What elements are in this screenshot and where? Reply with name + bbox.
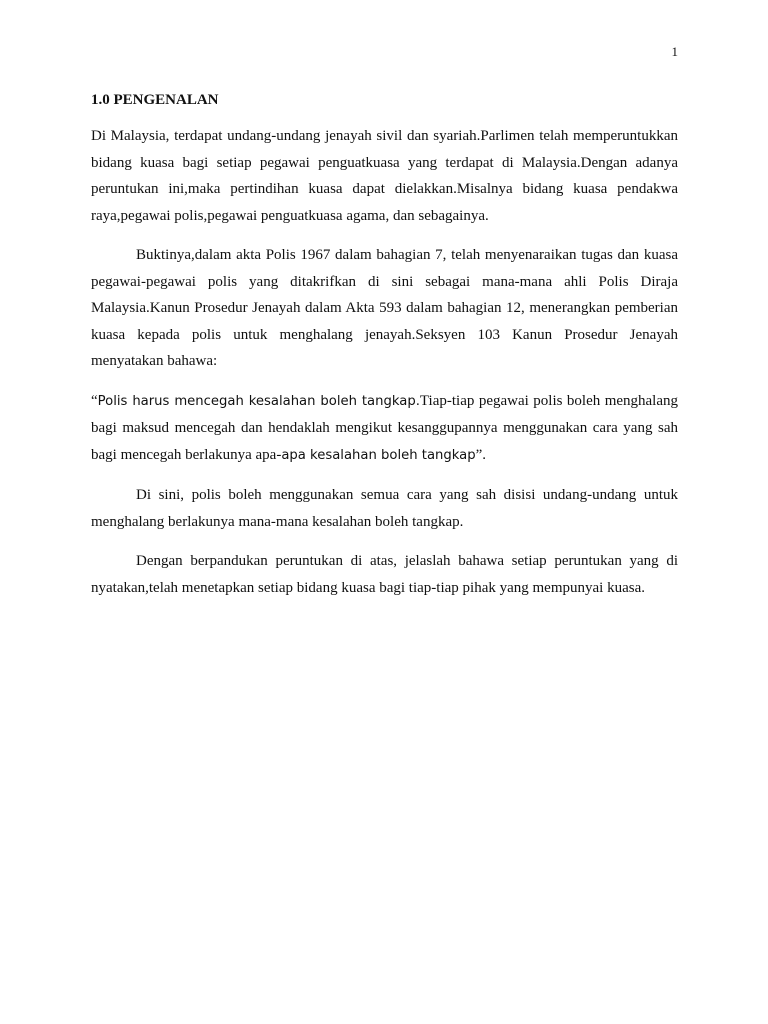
paragraph-intro: Di Malaysia, terdapat undang-undang jenayah sivil dan syariah.Parlimen telah memperuntukkan bidang kuasa bagi setiap pegawai penguatkuasa yang terdapat di Malaysia.Dengan adanya peruntukan ini,maka pertindihan kuasa dapat dielakkan.Misalnya bidang kuasa pendakwa raya,pegawai polis,pegawai penguatkuasa agama, dan sebagainya. [91,128,678,224]
quote-close-mark: ”. [475,446,487,463]
page-number: 1 [671,44,678,59]
quote-part-3: apa kesalahan boleh tangkap [281,447,476,463]
quote-open-mark: “ [91,392,98,409]
paragraph-police-act: Buktinya,dalam akta Polis 1967 dalam bahagian 7, telah menyenaraikan tugas dan kuasa pegawai-pegawai polis yang ditakrifkan di sini sebagai mana-mana ahli Polis Diraja Malaysia.Kanun Prosedur Jenayah dalam Akta 593 dalam bahagian 12, menerangkan pemberian kuasa kepada polis untuk menghalang jenayah.Seksyen 103 Kanun Prosedur Jenayah menyatakan bahawa: [91,247,678,369]
paragraph-conclusion: Dengan berpandukan peruntukan di atas, jelaslah bahawa setiap peruntukan yang di nyatakan,telah menetapkan setiap bidang kuasa bagi tiap-tiap pihak yang mempunyai kuasa. [91,553,678,596]
quote-paragraph [91,388,678,470]
quote-part-1: Polis harus mencegah kesalahan boleh tangkap. [97,393,420,409]
section-heading: 1.0 PENGENALAN [91,92,219,108]
paragraph-lawful-means: Di sini, polis boleh menggunakan semua cara yang sah disisi undang-undang untuk menghalang berlakunya mana-mana kesalahan boleh tangkap. [91,487,678,530]
document-body [91,90,678,614]
quote-part-2: Tiap-tiap pegawai polis boleh menghalang bagi maksud mencegah dan hendaklah mengikut kesanggupannya menggunakan cara yang sah bagi mencegah berlakunya apa- [91,392,679,463]
